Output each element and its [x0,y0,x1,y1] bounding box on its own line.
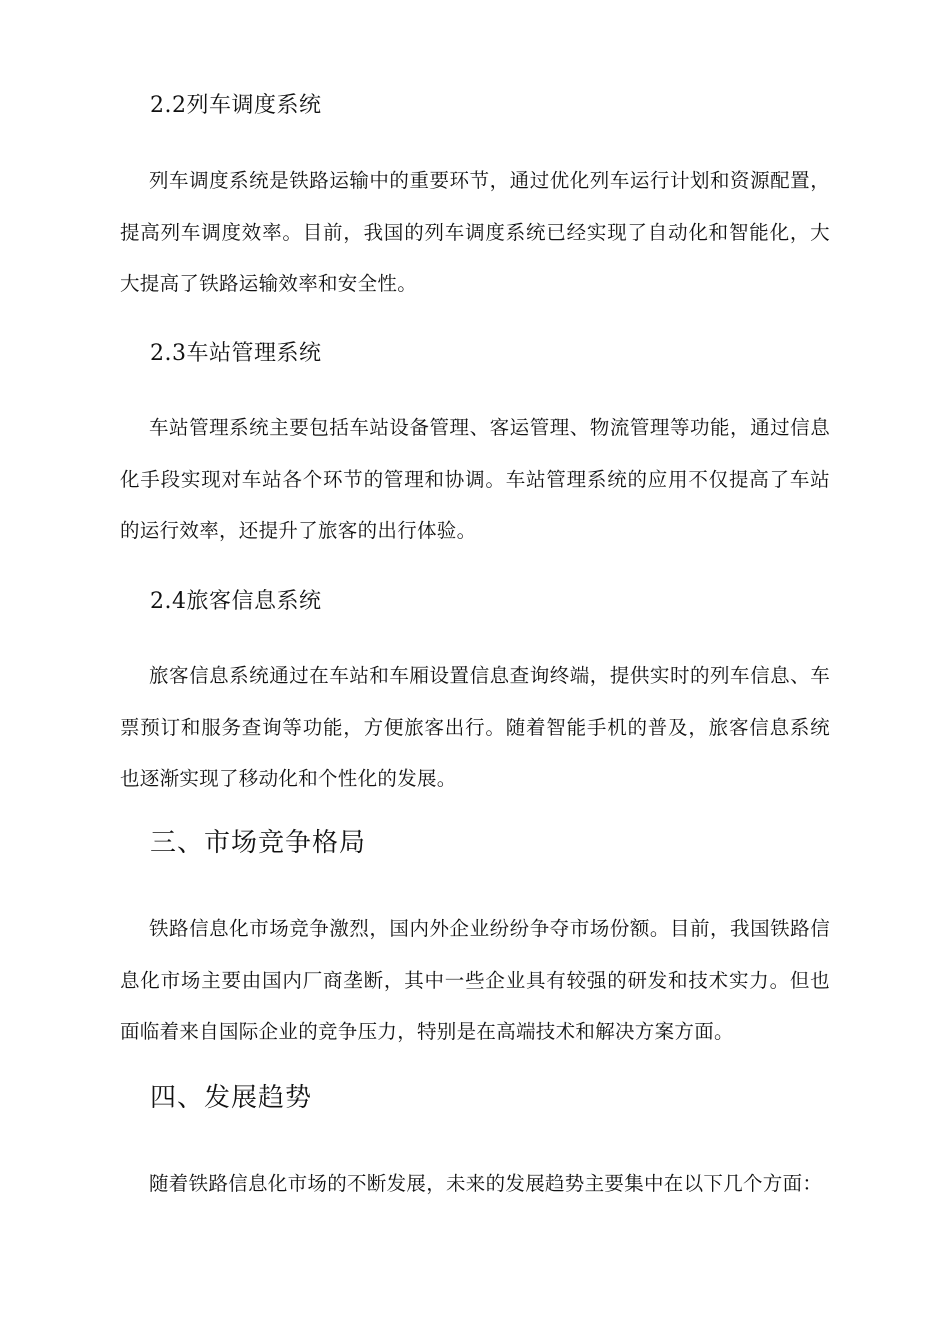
section-paragraph-2-3: 车站管理系统主要包括车站设备管理、客运管理、物流管理等功能，通过信息化手段实现对车站各个环节的管理和协调。车站管理系统的应用不仅提高了车站的运行效率，还提升了旅客的出行体验。 [120,416,830,542]
chapter-heading-market-competition: 三、市场竞争格局 [150,828,367,858]
section-heading-2-3: 2.3车站管理系统 [150,341,322,366]
chapter-paragraph-market-competition: 铁路信息化市场竞争激烈，国内外企业纷纷争夺市场份额。目前，我国铁路信息化市场主要由国内厂商垄断，其中一些企业具有较强的研发和技术实力。但也面临着来自国际企业的竞争压力，特别是在高端技术和解决方案方面。 [120,917,830,1043]
chapter-heading-development-trends: 四、发展趋势 [150,1083,313,1113]
section-heading-2-2: 2.2列车调度系统 [150,93,322,118]
section-heading-2-4: 2.4旅客信息系统 [150,589,322,614]
section-paragraph-2-2: 列车调度系统是铁路运输中的重要环节，通过优化列车运行计划和资源配置，提高列车调度效率。目前，我国的列车调度系统已经实现了自动化和智能化，大大提高了铁路运输效率和安全性。 [120,169,830,295]
chapter-paragraph-development-trends: 随着铁路信息化市场的不断发展，未来的发展趋势主要集中在以下几个方面： [149,1172,823,1195]
section-paragraph-2-4: 旅客信息系统通过在车站和车厢设置信息查询终端，提供实时的列车信息、车票预订和服务查询等功能，方便旅客出行。随着智能手机的普及，旅客信息系统也逐渐实现了移动化和个性化的发展。 [120,664,830,790]
